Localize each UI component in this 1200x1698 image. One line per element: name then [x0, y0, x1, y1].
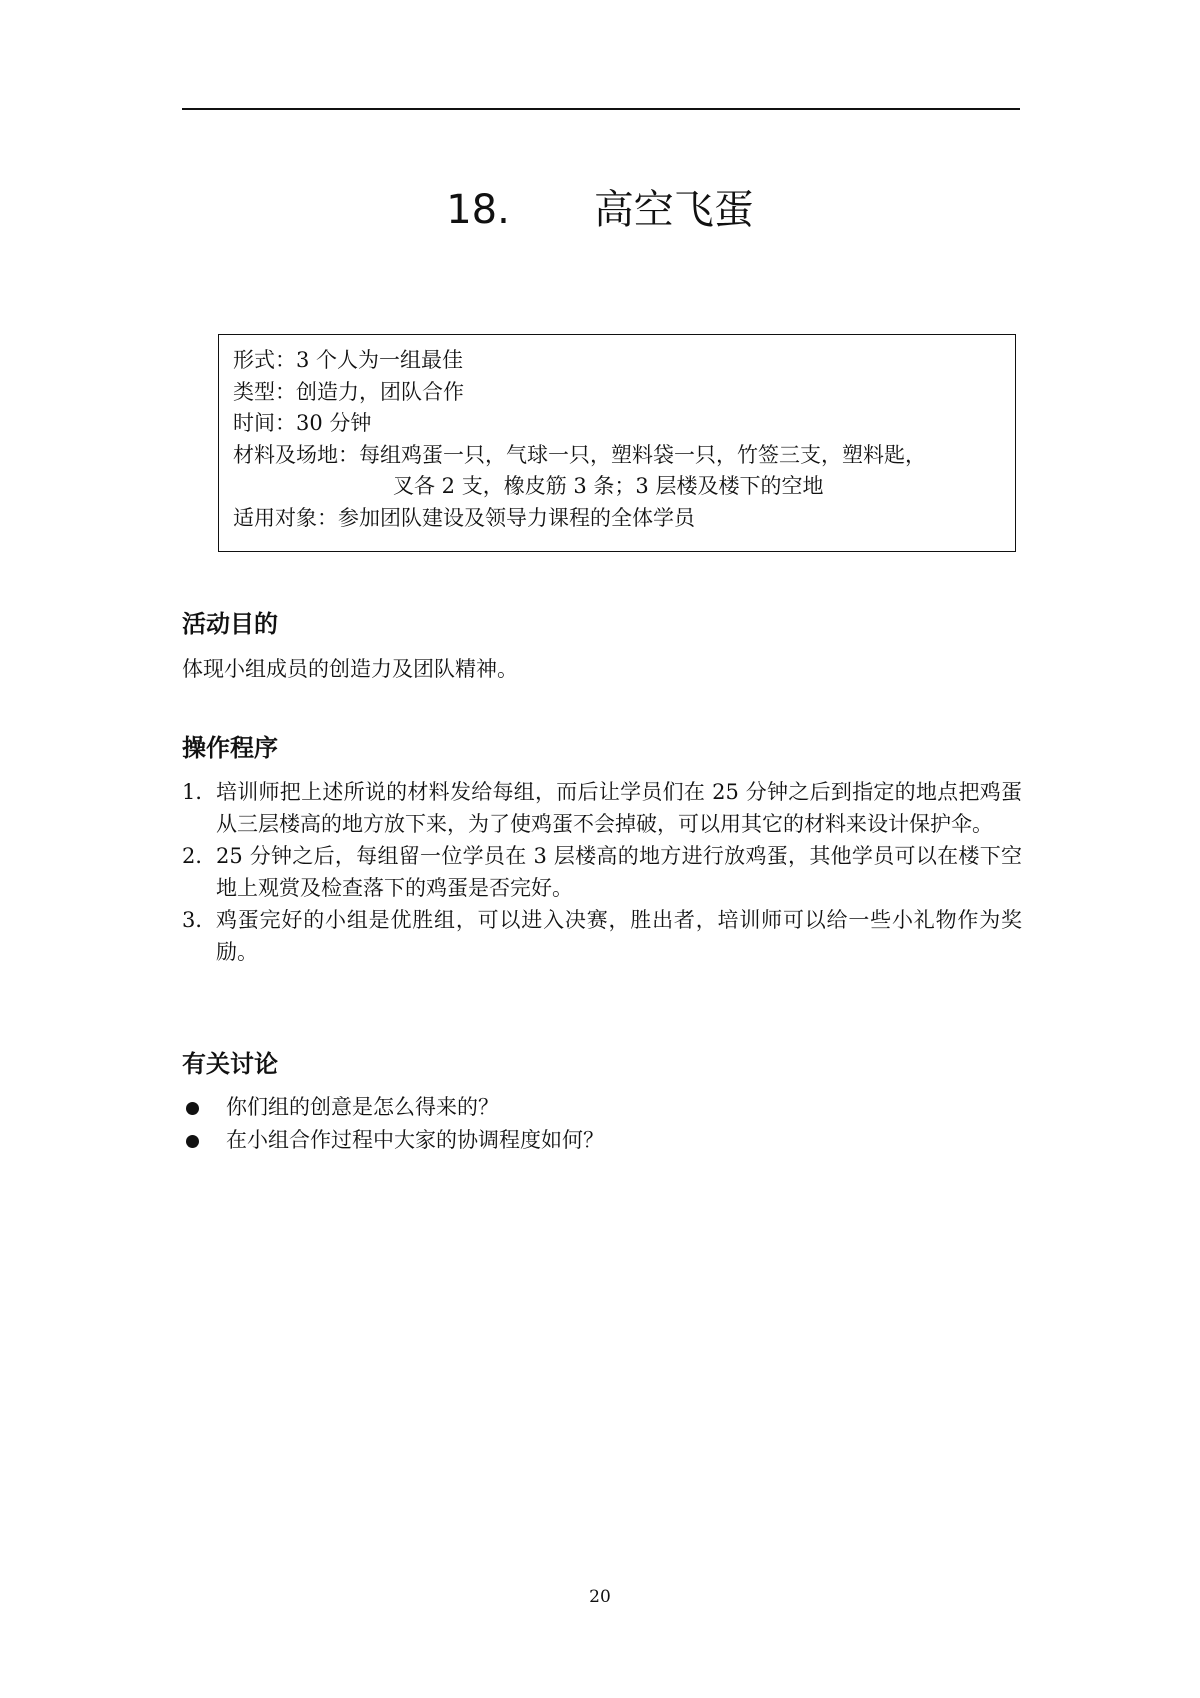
- bullet-dot-icon: [186, 1135, 199, 1148]
- info-materials-continued: 叉各 2 支，橡皮筋 3 条；3 层楼及楼下的空地: [393, 474, 824, 498]
- purpose-heading: 活动目的: [182, 610, 278, 638]
- discussion-list: [182, 1091, 604, 1157]
- procedure-step: [182, 904, 1022, 968]
- page-number: 20: [589, 1587, 611, 1607]
- step-number: 3．: [182, 908, 217, 932]
- discussion-item: [182, 1124, 604, 1157]
- discussion-item-text: 在小组合作过程中大家的协调程度如何？: [226, 1128, 604, 1152]
- procedure-heading: 操作程序: [182, 734, 278, 762]
- info-materials: 材料及场地：每组鸡蛋一只，气球一只，塑料袋一只，竹签三支，塑料匙，: [233, 442, 926, 467]
- title-text: 高空飞蛋: [593, 187, 754, 233]
- info-box: [218, 334, 1016, 552]
- info-form: 形式：3 个人为一组最佳: [233, 348, 464, 372]
- step-number: 1．: [182, 780, 217, 804]
- step-number: 2．: [182, 844, 217, 868]
- step-text: 鸡蛋完好的小组是优胜组，可以进入决赛，胜出者，培训师可以给一些小礼物作为奖励。: [216, 908, 1022, 964]
- info-time: 时间：30 分钟: [233, 411, 372, 435]
- procedure-step: [182, 840, 1022, 904]
- title-number: 18.: [446, 187, 510, 233]
- purpose-text: 体现小组成员的创造力及团队精神。: [182, 657, 518, 681]
- info-type: 类型：创造力，团队合作: [233, 379, 464, 404]
- step-text: 25 分钟之后，每组留一位学员在 3 层楼高的地方进行放鸡蛋，其他学员可以在楼下空地上观赏及检查落下的鸡蛋是否完好。: [216, 844, 1022, 900]
- page-title: [0, 176, 1200, 244]
- bullet-dot-icon: [186, 1102, 199, 1115]
- top-rule: [182, 108, 1020, 110]
- procedure-step: [182, 776, 1022, 840]
- discussion-heading: 有关讨论: [182, 1050, 278, 1078]
- discussion-item-text: 你们组的创意是怎么得来的？: [226, 1095, 499, 1119]
- procedure-steps: [182, 776, 1022, 968]
- step-text: 培训师把上述所说的材料发给每组，而后让学员们在 25 分钟之后到指定的地点把鸡蛋从三层楼高的地方放下来，为了使鸡蛋不会掉破，可以用其它的材料来设计保护伞。: [216, 780, 1022, 836]
- info-audience: 适用对象：参加团队建设及领导力课程的全体学员: [233, 505, 695, 530]
- discussion-item: [182, 1091, 604, 1124]
